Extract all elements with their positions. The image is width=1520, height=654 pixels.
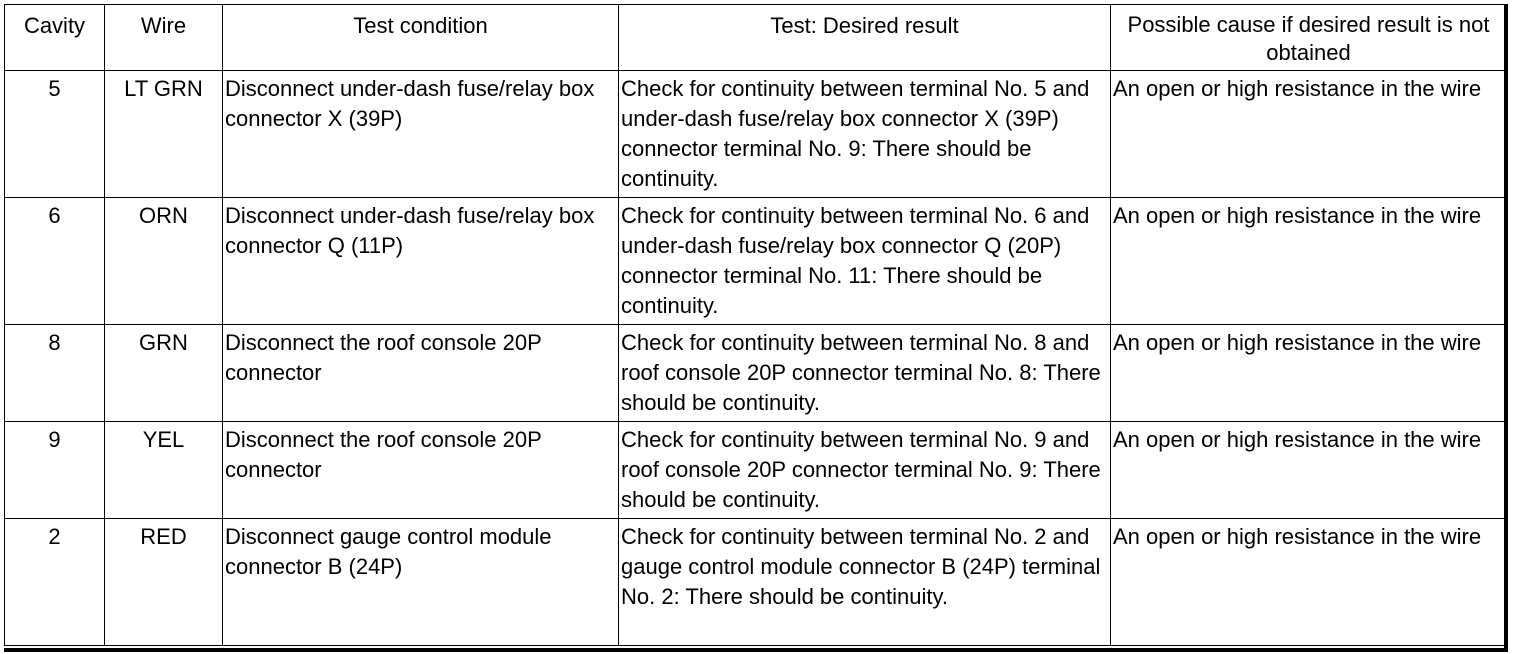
table-row (5, 422, 1507, 519)
cell-possible-cause: An open or high resistance in the wire (1111, 422, 1507, 519)
cell-possible-cause: An open or high resistance in the wire (1111, 71, 1507, 198)
cell-test-condition: Disconnect gauge control module connector B (24P) (223, 519, 619, 646)
cell-desired-result: Check for continuity between terminal No. 8 and roof console 20P connector terminal No. 8: There should be continuity. (619, 325, 1111, 422)
cell-wire: YEL (105, 422, 223, 519)
table-row (5, 198, 1507, 325)
cell-cavity: 6 (5, 198, 105, 325)
header-desired-result: Test: Desired result (619, 5, 1111, 71)
table-row (5, 519, 1507, 646)
cell-cavity: 5 (5, 71, 105, 198)
cell-cavity: 2 (5, 519, 105, 646)
table-row (5, 71, 1507, 198)
header-cavity: Cavity (5, 5, 105, 71)
connector-test-table (4, 4, 1507, 646)
cell-desired-result: Check for continuity between terminal No. 9 and roof console 20P connector terminal No. 9: There should be continuity. (619, 422, 1111, 519)
header-wire: Wire (105, 5, 223, 71)
cell-desired-result: Check for continuity between terminal No. 6 and under-dash fuse/relay box connector Q (20P) connector terminal No. 11: There should be continuity. (619, 198, 1111, 325)
cell-possible-cause: An open or high resistance in the wire (1111, 198, 1507, 325)
cell-cavity: 8 (5, 325, 105, 422)
header-possible-cause: Possible cause if desired result is not obtained (1111, 5, 1507, 71)
cell-wire: LT GRN (105, 71, 223, 198)
cell-possible-cause: An open or high resistance in the wire (1111, 325, 1507, 422)
cell-test-condition: Disconnect under-dash fuse/relay box connector Q (11P) (223, 198, 619, 325)
header-test-condition: Test condition (223, 5, 619, 71)
cell-test-condition: Disconnect the roof console 20P connector (223, 325, 619, 422)
cell-wire: GRN (105, 325, 223, 422)
cell-test-condition: Disconnect under-dash fuse/relay box connector X (39P) (223, 71, 619, 198)
table-header-row (5, 5, 1507, 71)
cell-desired-result: Check for continuity between terminal No. 2 and gauge control module connector B (24P) terminal No. 2: There should be continuity. (619, 519, 1111, 646)
table-row (5, 325, 1507, 422)
cell-wire: RED (105, 519, 223, 646)
cell-possible-cause: An open or high resistance in the wire (1111, 519, 1507, 646)
cell-desired-result: Check for continuity between terminal No. 5 and under-dash fuse/relay box connector X (39P) connector terminal No. 9: There should be continuity. (619, 71, 1111, 198)
cell-wire: ORN (105, 198, 223, 325)
cell-test-condition: Disconnect the roof console 20P connector (223, 422, 619, 519)
cell-cavity: 9 (5, 422, 105, 519)
